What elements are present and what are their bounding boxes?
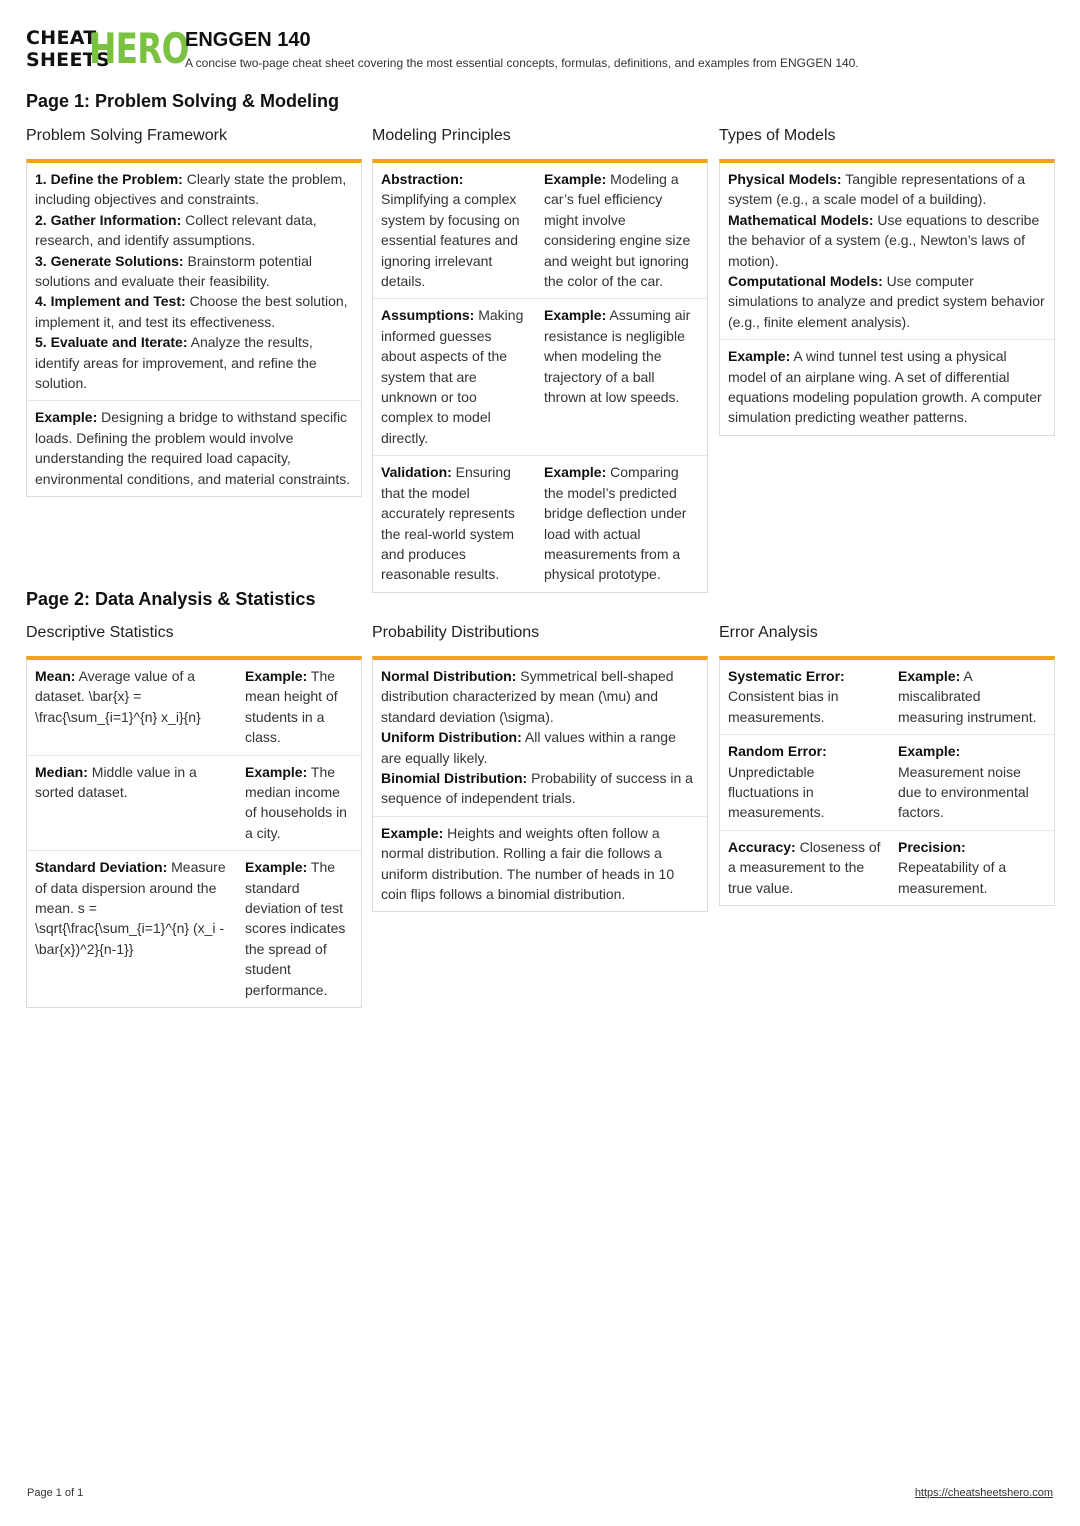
- term-text: A wind tunnel test using a physical model of an airplane wing. A set of differential equations modeling population growth. A computer simulation predicting weather patterns.: [728, 348, 1042, 426]
- term-label: 3. Generate Solutions:: [35, 252, 184, 269]
- term-label: Random Error:: [728, 743, 827, 760]
- term-label: Example:: [245, 668, 308, 684]
- term-text: Use computer simulations to analyze and predict system behavior (e.g., finite element analysis).: [728, 273, 1045, 330]
- term-label: Standard Deviation:: [35, 859, 168, 876]
- term-label: Example:: [544, 464, 607, 481]
- distribution-list: [373, 660, 707, 816]
- card-error-analysis: [719, 656, 1055, 906]
- term-text: The standard deviation of test scores indicates the spread of student performance.: [245, 859, 346, 998]
- definition-cell: [27, 851, 237, 1007]
- step-item: [35, 332, 353, 393]
- term-label: Accuracy:: [728, 838, 796, 855]
- term-text: Probability of success in a sequence of independent trials.: [381, 770, 693, 807]
- list-item: [381, 666, 699, 727]
- logo-cheat-text: CHEAT: [26, 27, 97, 49]
- term-text: Simplifying a complex system by focusing on essential features and ignoring irrelevant details.: [381, 191, 520, 290]
- term-text: A miscalibrated measuring instrument.: [898, 668, 1037, 725]
- term-text: The median income of households in a city.: [245, 763, 347, 841]
- term-text: Choose the best solution, implement it, and test its effectiveness.: [35, 293, 348, 330]
- logo-hero-text: HERO: [89, 24, 189, 73]
- example-cell: [890, 660, 1054, 734]
- section-heading-page2: Page 2: Data Analysis & Statistics: [26, 589, 316, 609]
- list-item: [728, 210, 1046, 271]
- term-text: All values within a range are equally likely.: [381, 729, 676, 766]
- term-text: Making informed guesses about aspects of the system that are unknown or too complex to model directly.: [381, 307, 524, 446]
- term-text: Measurement noise due to environmental factors.: [898, 763, 1029, 821]
- term-text: Brainstorm potential solutions and evaluate their feasibility.: [35, 252, 312, 290]
- table-row: [373, 298, 707, 455]
- step-item: [35, 291, 353, 332]
- list-item: [728, 271, 1046, 332]
- term-text: Unpredictable fluctuations in measurements.: [728, 763, 825, 821]
- table-row: [27, 850, 361, 1007]
- definition-cell: [720, 831, 890, 905]
- definition-cell: [27, 660, 237, 755]
- term-label: Example:: [898, 668, 961, 684]
- logo-sheets-text: SHEETS: [26, 49, 110, 71]
- column-problem-solving-framework: [26, 126, 362, 497]
- term-text: Comparing the model’s predicted bridge deflection under load with actual measurements from a physical prototype.: [544, 464, 687, 583]
- term-text: Modeling a car’s fuel efficiency might involve considering engine size and weight but ignoring the color of the car.: [544, 171, 691, 290]
- term-text: Closeness of a measurement to the true value.: [728, 838, 881, 896]
- example-cell: [536, 163, 707, 298]
- column-probability-distributions: [372, 623, 708, 912]
- term-label: 5. Evaluate and Iterate:: [35, 334, 188, 351]
- page-subtitle: A concise two-page cheat sheet covering the most essential concepts, formulas, definitions, and examples from ENGGEN 140.: [185, 56, 859, 70]
- term-text: Tangible representations of a system (e.g., a scale model of a building).: [728, 171, 1026, 208]
- term-label: Example:: [35, 409, 98, 426]
- definition-cell: [373, 163, 536, 298]
- term-label: 4. Implement and Test:: [35, 293, 186, 310]
- card-title: Problem Solving Framework: [26, 127, 227, 144]
- column-descriptive-statistics: [26, 623, 362, 1008]
- example-cell: [237, 756, 361, 851]
- list-item: [381, 727, 699, 768]
- term-text: The mean height of students in a class.: [245, 668, 338, 746]
- term-text: Analyze the results, identify areas for improvement, and refine the solution.: [35, 334, 317, 392]
- term-label: Example:: [381, 824, 444, 841]
- term-label: Binomial Distribution:: [381, 770, 528, 787]
- term-text: Measure of data dispersion around the mean. s = \sqrt{\frac{\sum_{i=1}^{n} (x_i - \bar{x})^2}{n-1}}: [35, 859, 226, 957]
- card-title: Descriptive Statistics: [26, 624, 174, 641]
- card-title: Modeling Principles: [372, 127, 511, 144]
- term-label: Example:: [544, 307, 607, 324]
- definition-cell: [373, 299, 536, 455]
- term-label: Computational Models:: [728, 273, 883, 290]
- term-label: Systematic Error:: [728, 668, 845, 684]
- list-item: [728, 169, 1046, 210]
- example-cell: [890, 831, 1054, 905]
- column-types-of-models: [719, 126, 1055, 436]
- term-text: Average value of a dataset. \bar{x} = \frac{\sum_{i=1}^{n} x_i}{n}: [35, 668, 201, 725]
- step-item: [35, 169, 353, 210]
- site-link[interactable]: https://cheatsheetshero.com: [914, 1487, 1053, 1499]
- header: [26, 24, 1056, 73]
- term-text: Ensuring that the model accurately represents the real-world system and produces reasonable results.: [381, 464, 515, 583]
- table-row: [27, 755, 361, 851]
- column-error-analysis: [719, 623, 1055, 906]
- types-example: [720, 339, 1054, 435]
- card-problem-solving-framework: [26, 159, 362, 497]
- card-descriptive-statistics: [26, 656, 362, 1008]
- term-label: Example:: [245, 763, 308, 780]
- cheatsheetshero-logo[interactable]: [26, 24, 189, 73]
- types-list: [720, 163, 1054, 339]
- page-title: ENGGEN 140: [185, 29, 311, 51]
- card-title: Probability Distributions: [372, 624, 540, 641]
- card-title: Types of Models: [719, 127, 836, 144]
- term-label: Example:: [728, 348, 791, 365]
- term-label: 1. Define the Problem:: [35, 171, 183, 187]
- example-cell: [536, 299, 707, 455]
- example-cell: [237, 851, 361, 1007]
- term-text: Repeatability of a measurement.: [898, 859, 1007, 896]
- term-label: Assumptions:: [381, 307, 475, 324]
- example-cell: [237, 660, 361, 755]
- definition-cell: [720, 660, 890, 734]
- term-label: Validation:: [381, 464, 452, 481]
- table-row: [720, 734, 1054, 830]
- framework-steps: [27, 163, 361, 400]
- term-text: Heights and weights often follow a normal distribution. Rolling a fair die follows a uniform distribution. The number of heads in 10 coin flips follows a binomial distribution.: [381, 824, 675, 903]
- term-text: Assuming air resistance is negligible when modeling the trajectory of a ball thrown at low speeds.: [544, 307, 691, 406]
- term-text: Symmetrical bell-shaped distribution characterized by mean (\mu) and standard deviation (\sigma).: [381, 668, 674, 725]
- step-item: [35, 210, 353, 251]
- table-row: [27, 660, 361, 755]
- term-label: Mathematical Models:: [728, 211, 874, 228]
- example-cell: [890, 735, 1054, 830]
- term-label: 2. Gather Information:: [35, 211, 182, 228]
- card-probability-distributions: [372, 656, 708, 912]
- page-number: Page 1 of 1: [27, 1487, 84, 1499]
- term-text: Consistent bias in measurements.: [728, 688, 839, 725]
- column-modeling-principles: [372, 126, 708, 593]
- term-text: Middle value in a sorted dataset.: [35, 763, 197, 801]
- term-text: Clearly state the problem, including objectives and constraints.: [35, 171, 347, 208]
- card-types-of-models: [719, 159, 1055, 436]
- step-item: [35, 251, 353, 292]
- term-label: Median:: [35, 763, 88, 780]
- term-text: Use equations to describe the behavior of a system (e.g., Newton’s laws of motion).: [728, 211, 1040, 269]
- table-row: [720, 830, 1054, 905]
- framework-example: [27, 400, 361, 496]
- term-label: Example:: [898, 743, 961, 760]
- list-item: [381, 768, 699, 809]
- term-label: Example:: [245, 859, 308, 876]
- definition-cell: [720, 735, 890, 830]
- term-label: Abstraction:: [381, 171, 464, 187]
- term-text: Designing a bridge to withstand specific loads. Defining the problem would involve understanding the required load capacity, environmental conditions, and material constraints.: [35, 409, 351, 487]
- table-row: [373, 163, 707, 298]
- table-row: [720, 660, 1054, 734]
- term-label: Precision:: [898, 838, 966, 855]
- card-title: Error Analysis: [719, 624, 818, 641]
- term-label: Physical Models:: [728, 171, 842, 187]
- distribution-example: [373, 816, 707, 912]
- table-row: [373, 455, 707, 591]
- term-label: Uniform Distribution:: [381, 729, 522, 746]
- definition-cell: [373, 456, 536, 591]
- term-label: Mean:: [35, 668, 76, 684]
- term-text: Collect relevant data, research, and identify assumptions.: [35, 211, 317, 249]
- example-cell: [536, 456, 707, 591]
- term-label: Normal Distribution:: [381, 668, 517, 684]
- term-label: Example:: [544, 171, 607, 187]
- section-heading-page1: Page 1: Problem Solving & Modeling: [26, 91, 340, 111]
- definition-cell: [27, 756, 237, 851]
- card-modeling-principles: [372, 159, 708, 593]
